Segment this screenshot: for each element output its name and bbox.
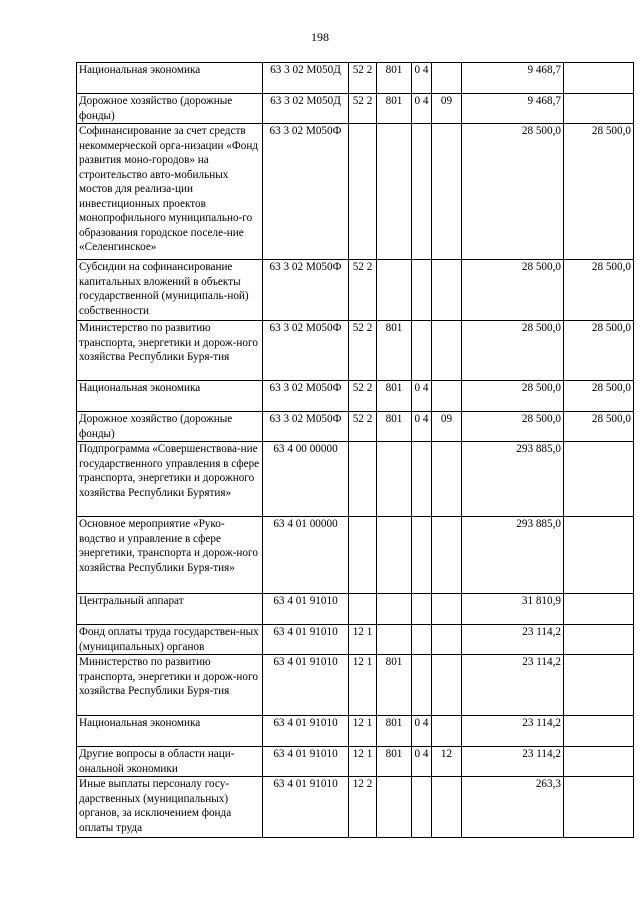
amount-2 xyxy=(564,517,634,594)
subsection-code xyxy=(432,321,462,381)
target-code: 63 3 02 М050Ф xyxy=(263,381,349,412)
amount-2: 28 500,0 xyxy=(564,412,634,442)
subsection-code xyxy=(432,442,462,517)
expense-type: 52 2 xyxy=(349,381,377,412)
target-code: 63 3 02 М050Ф xyxy=(263,321,349,381)
row-name: Дорожное хозяйство (дорожные фонды) xyxy=(77,94,263,124)
subsection-code xyxy=(432,124,462,260)
ministry-code: 801 xyxy=(377,747,412,777)
ministry-code xyxy=(377,594,412,625)
expense-type: 52 2 xyxy=(349,260,377,321)
row-name: Национальная экономика xyxy=(77,63,263,94)
table-row xyxy=(77,442,634,517)
section-code xyxy=(412,777,432,838)
target-code: 63 4 01 91010 xyxy=(263,716,349,747)
section-code: 0 4 xyxy=(412,63,432,94)
amount-2 xyxy=(564,63,634,94)
amount-2 xyxy=(564,716,634,747)
section-code xyxy=(412,442,432,517)
target-code: 63 3 02 М050Ф xyxy=(263,412,349,442)
table-row xyxy=(77,321,634,381)
row-name: Другие вопросы в области наци-ональной экономики xyxy=(77,747,263,777)
ministry-code xyxy=(377,442,412,517)
expense-type: 52 2 xyxy=(349,321,377,381)
amount-2 xyxy=(564,655,634,716)
expense-type xyxy=(349,594,377,625)
target-code: 63 3 02 М050Д xyxy=(263,94,349,124)
table-row xyxy=(77,517,634,594)
amount-1: 9 468,7 xyxy=(462,94,564,124)
row-name: Подпрограмма «Совершенствова-ние государственного управления в сфере транспорта, энергетики и дорожного хозяйства Республики Бурятия» xyxy=(77,442,263,517)
row-name: Основное мероприятие «Руко-водство и управление в сфере энергетики, транспорта и дорож-ного хозяйства Республики Буря-тия» xyxy=(77,517,263,594)
expense-type: 12 1 xyxy=(349,747,377,777)
amount-2 xyxy=(564,747,634,777)
expense-type: 52 2 xyxy=(349,94,377,124)
section-code xyxy=(412,260,432,321)
amount-1: 23 114,2 xyxy=(462,716,564,747)
ministry-code: 801 xyxy=(377,381,412,412)
ministry-code: 801 xyxy=(377,94,412,124)
subsection-code xyxy=(432,777,462,838)
amount-1: 23 114,2 xyxy=(462,625,564,655)
target-code: 63 3 02 М050Д xyxy=(263,63,349,94)
target-code: 63 4 01 91010 xyxy=(263,747,349,777)
amount-1: 31 810,9 xyxy=(462,594,564,625)
ministry-code xyxy=(377,625,412,655)
amount-1: 23 114,2 xyxy=(462,655,564,716)
ministry-code: 801 xyxy=(377,655,412,716)
subsection-code xyxy=(432,260,462,321)
subsection-code: 09 xyxy=(432,94,462,124)
amount-2 xyxy=(564,594,634,625)
expense-type: 12 1 xyxy=(349,625,377,655)
target-code: 63 4 01 91010 xyxy=(263,777,349,838)
subsection-code xyxy=(432,594,462,625)
ministry-code: 801 xyxy=(377,63,412,94)
row-name: Иные выплаты персоналу госу-дарственных (муниципальных) органов, за исключением фонда оплаты труда xyxy=(77,777,263,838)
target-code: 63 4 01 91010 xyxy=(263,655,349,716)
subsection-code xyxy=(432,716,462,747)
section-code xyxy=(412,655,432,716)
section-code xyxy=(412,625,432,655)
table-row xyxy=(77,594,634,625)
subsection-code xyxy=(432,517,462,594)
amount-1: 28 500,0 xyxy=(462,321,564,381)
row-name: Национальная экономика xyxy=(77,381,263,412)
amount-1: 23 114,2 xyxy=(462,747,564,777)
ministry-code: 801 xyxy=(377,321,412,381)
target-code: 63 4 01 00000 xyxy=(263,517,349,594)
expense-type xyxy=(349,124,377,260)
expense-type xyxy=(349,517,377,594)
target-code: 63 4 00 00000 xyxy=(263,442,349,517)
section-code xyxy=(412,321,432,381)
ministry-code xyxy=(377,124,412,260)
target-code: 63 3 02 М050Ф xyxy=(263,124,349,260)
row-name: Национальная экономика xyxy=(77,716,263,747)
budget-table xyxy=(76,62,634,838)
amount-1: 293 885,0 xyxy=(462,517,564,594)
page-number: 198 xyxy=(311,30,329,44)
section-code: 0 4 xyxy=(412,381,432,412)
budget-table-body xyxy=(77,63,634,838)
subsection-code xyxy=(432,381,462,412)
ministry-code xyxy=(377,517,412,594)
section-code xyxy=(412,124,432,260)
section-code xyxy=(412,594,432,625)
section-code: 0 4 xyxy=(412,747,432,777)
expense-type: 12 1 xyxy=(349,655,377,716)
expense-type: 12 2 xyxy=(349,777,377,838)
table-row xyxy=(77,777,634,838)
subsection-code: 12 xyxy=(432,747,462,777)
amount-2: 28 500,0 xyxy=(564,321,634,381)
table-row xyxy=(77,124,634,260)
table-row xyxy=(77,655,634,716)
amount-2: 28 500,0 xyxy=(564,260,634,321)
target-code: 63 4 01 91010 xyxy=(263,625,349,655)
amount-1: 28 500,0 xyxy=(462,124,564,260)
amount-2 xyxy=(564,625,634,655)
table-row xyxy=(77,260,634,321)
target-code: 63 4 01 91010 xyxy=(263,594,349,625)
subsection-code xyxy=(432,655,462,716)
section-code: 0 4 xyxy=(412,716,432,747)
table-row xyxy=(77,412,634,442)
amount-2: 28 500,0 xyxy=(564,381,634,412)
expense-type: 52 2 xyxy=(349,63,377,94)
subsection-code: 09 xyxy=(432,412,462,442)
amount-2 xyxy=(564,442,634,517)
row-name: Министерство по развитию транспорта, энергетики и дорож-ного хозяйства Республики Буря-тия xyxy=(77,655,263,716)
amount-2 xyxy=(564,94,634,124)
row-name: Центральный аппарат xyxy=(77,594,263,625)
row-name: Софинансирование за счет средств некоммерческой орга-низации «Фонд развития моно-городов» на строительство авто-мобильных мостов для реализа-ции инвестиционных проектов монопрофильного муниципально-го образования городское поселе-ние «Селенгинское» xyxy=(77,124,263,260)
subsection-code xyxy=(432,625,462,655)
expense-type: 52 2 xyxy=(349,412,377,442)
amount-2: 28 500,0 xyxy=(564,124,634,260)
section-code xyxy=(412,517,432,594)
table-row xyxy=(77,747,634,777)
table-row xyxy=(77,625,634,655)
table-row xyxy=(77,94,634,124)
table-row xyxy=(77,381,634,412)
section-code: 0 4 xyxy=(412,412,432,442)
row-name: Фонд оплаты труда государствен-ных (муниципальных) органов xyxy=(77,625,263,655)
row-name: Дорожное хозяйство (дорожные фонды) xyxy=(77,412,263,442)
table-row xyxy=(77,63,634,94)
row-name: Субсидии на софинансирование капитальных вложений в объекты государственной (муниципаль-ной) собственности xyxy=(77,260,263,321)
expense-type: 12 1 xyxy=(349,716,377,747)
row-name: Министерство по развитию транспорта, энергетики и дорож-ного хозяйства Республики Буря-тия xyxy=(77,321,263,381)
ministry-code xyxy=(377,260,412,321)
amount-1: 293 885,0 xyxy=(462,442,564,517)
amount-1: 28 500,0 xyxy=(462,381,564,412)
subsection-code xyxy=(432,63,462,94)
ministry-code: 801 xyxy=(377,716,412,747)
expense-type xyxy=(349,442,377,517)
ministry-code: 801 xyxy=(377,412,412,442)
target-code: 63 3 02 М050Ф xyxy=(263,260,349,321)
amount-2 xyxy=(564,777,634,838)
table-row xyxy=(77,716,634,747)
amount-1: 9 468,7 xyxy=(462,63,564,94)
section-code: 0 4 xyxy=(412,94,432,124)
amount-1: 28 500,0 xyxy=(462,412,564,442)
amount-1: 263,3 xyxy=(462,777,564,838)
ministry-code xyxy=(377,777,412,838)
amount-1: 28 500,0 xyxy=(462,260,564,321)
